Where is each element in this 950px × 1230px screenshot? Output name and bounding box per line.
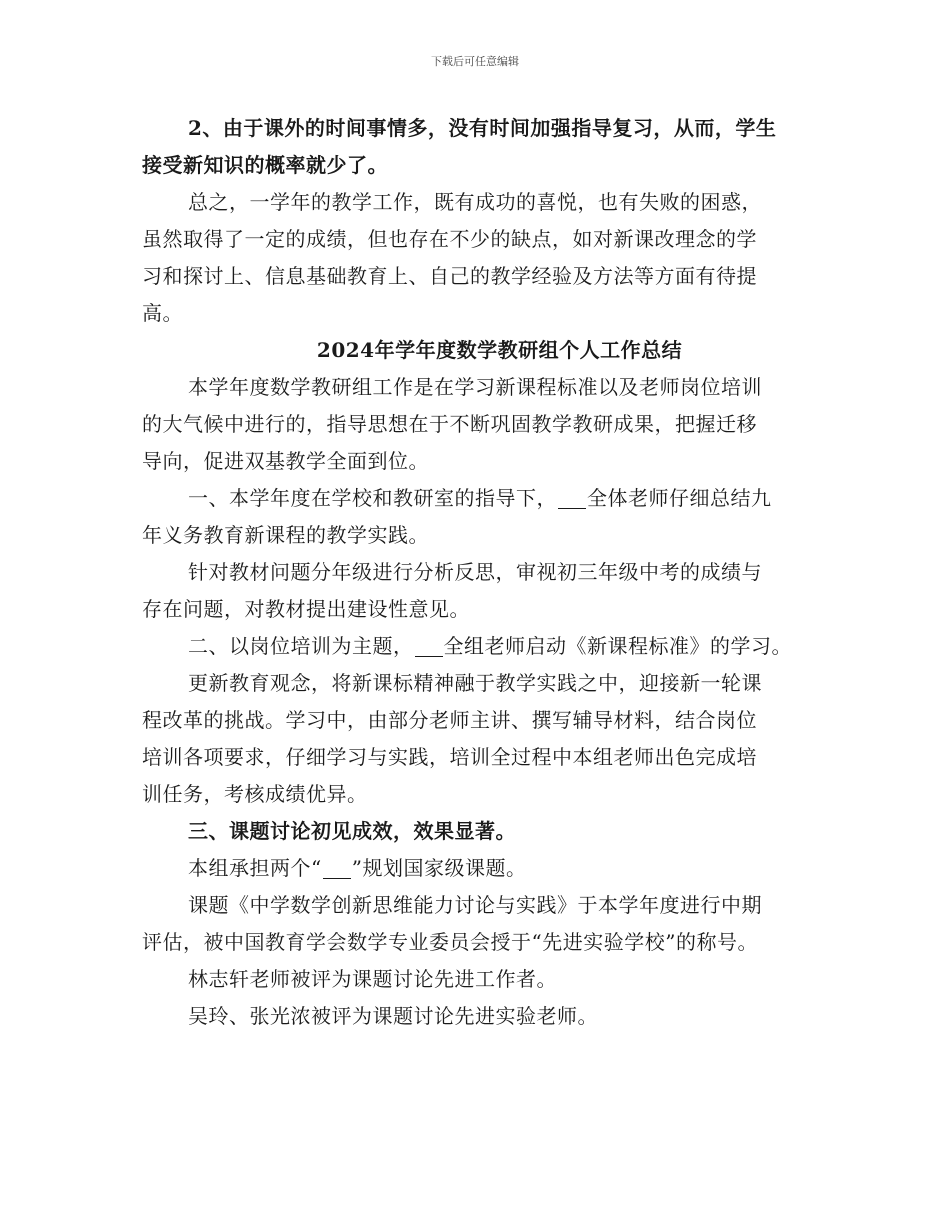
paragraph-line: 程改革的挑战。学习中，由部分老师主讲、撰写辅导材料，结合岗位 xyxy=(142,708,757,732)
paragraph-line: 针对教材问题分年级进行分析反思，审视初三年级中考的成绩与 xyxy=(188,560,762,584)
paragraph-line: 虽然取得了一定的成绩，但也存在不少的缺点，如对新课改理念的学 xyxy=(142,227,757,251)
page-header: 下载后可任意编辑 xyxy=(431,55,519,68)
paragraph-line: 2、由于课外的时间事情多，没有时间加强指导复习，从而，学生 xyxy=(188,116,777,140)
text-segment: 全体老师仔细总结九 xyxy=(587,486,772,510)
paragraph-line: 的大气候中进行的，指导思想在于不断巩固教学教研成果，把握迁移 xyxy=(142,412,757,436)
paragraph-line: 高。 xyxy=(142,301,183,325)
text-segment: 二、以岗位培训为主题， xyxy=(188,634,414,658)
paragraph-line: 存在问题，对教材提出建设性意见。 xyxy=(142,597,470,621)
section-title: 2024年学年度数学教研组个人工作总结 xyxy=(316,338,683,362)
paragraph-line xyxy=(142,480,827,517)
paragraph-line: 更新教育观念，将新课标精神融于教学实践之中，迎接新一轮课 xyxy=(188,671,762,695)
paragraph-line: 吴玲、张光浓被评为课题讨论先进实验老师。 xyxy=(188,1004,598,1028)
paragraph-line: 接受新知识的概率就少了。 xyxy=(142,153,388,177)
section-heading: 三、课题讨论初见成效，效果显著。 xyxy=(188,819,516,843)
text-segment: ”规划国家级课题。 xyxy=(351,856,527,880)
paragraph-line: 导向，促进双基教学全面到位。 xyxy=(142,449,429,473)
paragraph-line: 本学年度数学教研组工作是在学习新课程标准以及老师岗位培训 xyxy=(188,375,762,399)
paragraph-line: 评估，被中国教育学会数学专业委员会授于“先进实验学校”的称号。 xyxy=(142,930,758,954)
paragraph-line: 训任务，考核成绩优异。 xyxy=(142,782,368,806)
fill-blank xyxy=(415,636,443,657)
paragraph-line xyxy=(142,628,827,665)
text-segment: 全组老师启动《新课程标准》的学习。 xyxy=(443,634,792,658)
paragraph-line: 总之，一学年的教学工作，既有成功的喜悦，也有失败的困惑， xyxy=(188,190,762,214)
paragraph-line: 培训各项要求，仔细学习与实践，培训全过程中本组老师出色完成培 xyxy=(142,745,757,769)
text-segment: 本组承担两个“ xyxy=(188,856,322,880)
paragraph-line: 林志轩老师被评为课题讨论先进工作者。 xyxy=(188,967,557,991)
paragraph-line: 课题《中学数学创新思维能力讨论与实践》于本学年度进行中期 xyxy=(188,893,762,917)
fill-blank xyxy=(323,858,351,879)
fill-blank xyxy=(558,488,586,509)
paragraph-line xyxy=(142,850,827,887)
paragraph-line: 年义务教育新课程的教学实践。 xyxy=(142,523,429,547)
paragraph-line: 习和探讨上、信息基础教育上、自己的教学经验及方法等方面有待提 xyxy=(142,264,757,288)
document-body xyxy=(142,110,827,1035)
text-segment: 一、本学年度在学校和教研室的指导下， xyxy=(188,486,557,510)
